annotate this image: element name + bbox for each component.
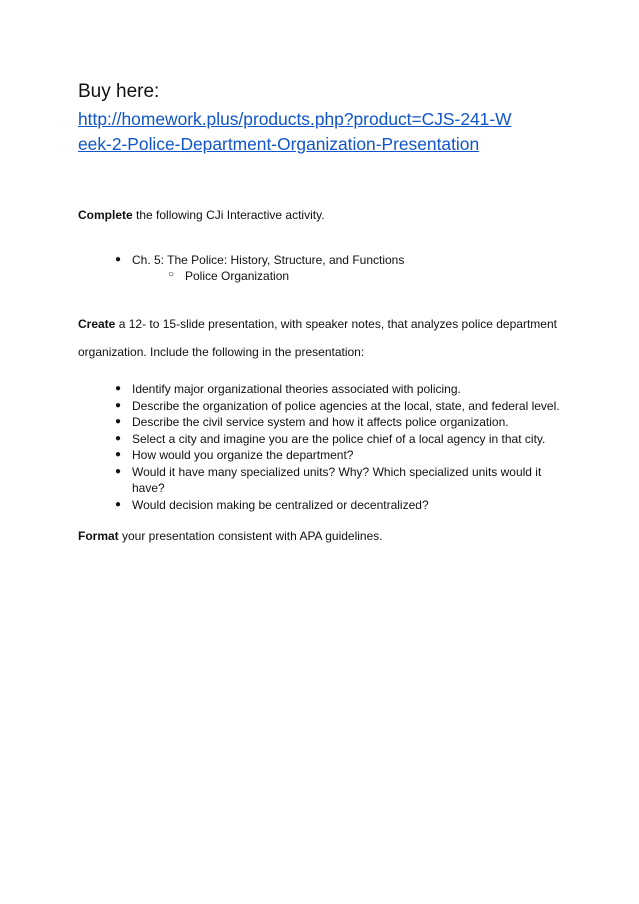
create-text-line1: a 12- to 15-slide presentation, with speaker notes, that analyzes police department bbox=[115, 317, 557, 331]
activity-item-label: Ch. 5: The Police: History, Structure, and Functions bbox=[132, 253, 405, 267]
list-item bbox=[78, 414, 560, 431]
bullet-dot-icon: ● bbox=[115, 498, 122, 510]
bullet-dot-icon: ● bbox=[115, 416, 122, 427]
bullet-dot-icon: ● bbox=[115, 383, 122, 394]
buy-here-heading: Buy here: bbox=[78, 81, 160, 102]
list-item-continuation bbox=[78, 480, 560, 497]
create-paragraph-line2: organization. Include the following in the presentation: bbox=[78, 345, 365, 359]
list-item bbox=[78, 252, 404, 269]
bullet-circle-icon: ○ bbox=[168, 269, 175, 280]
list-item bbox=[78, 447, 560, 464]
requirement-text: Select a city and imagine you are the police chief of a local agency in that city. bbox=[132, 431, 546, 446]
list-item bbox=[78, 464, 560, 481]
complete-bold: Complete bbox=[78, 208, 133, 222]
bullet-dot-icon: ● bbox=[115, 254, 122, 265]
complete-text: the following CJi Interactive activity. bbox=[132, 208, 325, 222]
list-item bbox=[78, 398, 560, 415]
product-link-line1[interactable]: http://homework.plus/products.php?product=CJS-241-W bbox=[78, 109, 512, 129]
list-item bbox=[78, 431, 560, 448]
requirements-list bbox=[78, 381, 560, 513]
requirement-text: Would it have many specialized units? Why? Which specialized units would it bbox=[132, 464, 542, 479]
requirement-text: Describe the organization of police agencies at the local, state, and federal level. bbox=[132, 398, 560, 413]
product-link[interactable] bbox=[78, 107, 578, 157]
complete-paragraph bbox=[78, 208, 325, 222]
requirement-text: Would decision making be centralized or decentralized? bbox=[132, 497, 429, 512]
format-paragraph bbox=[78, 529, 383, 543]
activity-subitem-label: Police Organization bbox=[185, 269, 290, 283]
bullet-dot-icon: ● bbox=[115, 449, 122, 460]
list-item bbox=[78, 497, 560, 514]
create-bold: Create bbox=[78, 317, 116, 331]
requirement-text: Identify major organizational theories associated with policing. bbox=[132, 382, 461, 396]
list-item bbox=[78, 381, 560, 398]
format-text: your presentation consistent with APA guidelines. bbox=[118, 529, 383, 543]
bullet-dot-icon: ● bbox=[115, 432, 122, 444]
product-link-line2[interactable]: eek-2-Police-Department-Organization-Presentation bbox=[78, 134, 480, 154]
bullet-dot-icon: ● bbox=[115, 399, 122, 411]
activity-list bbox=[78, 252, 404, 269]
activity-subitem bbox=[168, 269, 290, 283]
bullet-dot-icon: ● bbox=[115, 465, 122, 477]
create-paragraph-line1 bbox=[78, 317, 557, 331]
requirement-text: How would you organize the department? bbox=[132, 448, 354, 462]
format-bold: Format bbox=[78, 529, 119, 543]
requirement-text: Describe the civil service system and how it affects police organization. bbox=[132, 415, 509, 429]
requirement-text: have? bbox=[132, 481, 165, 495]
